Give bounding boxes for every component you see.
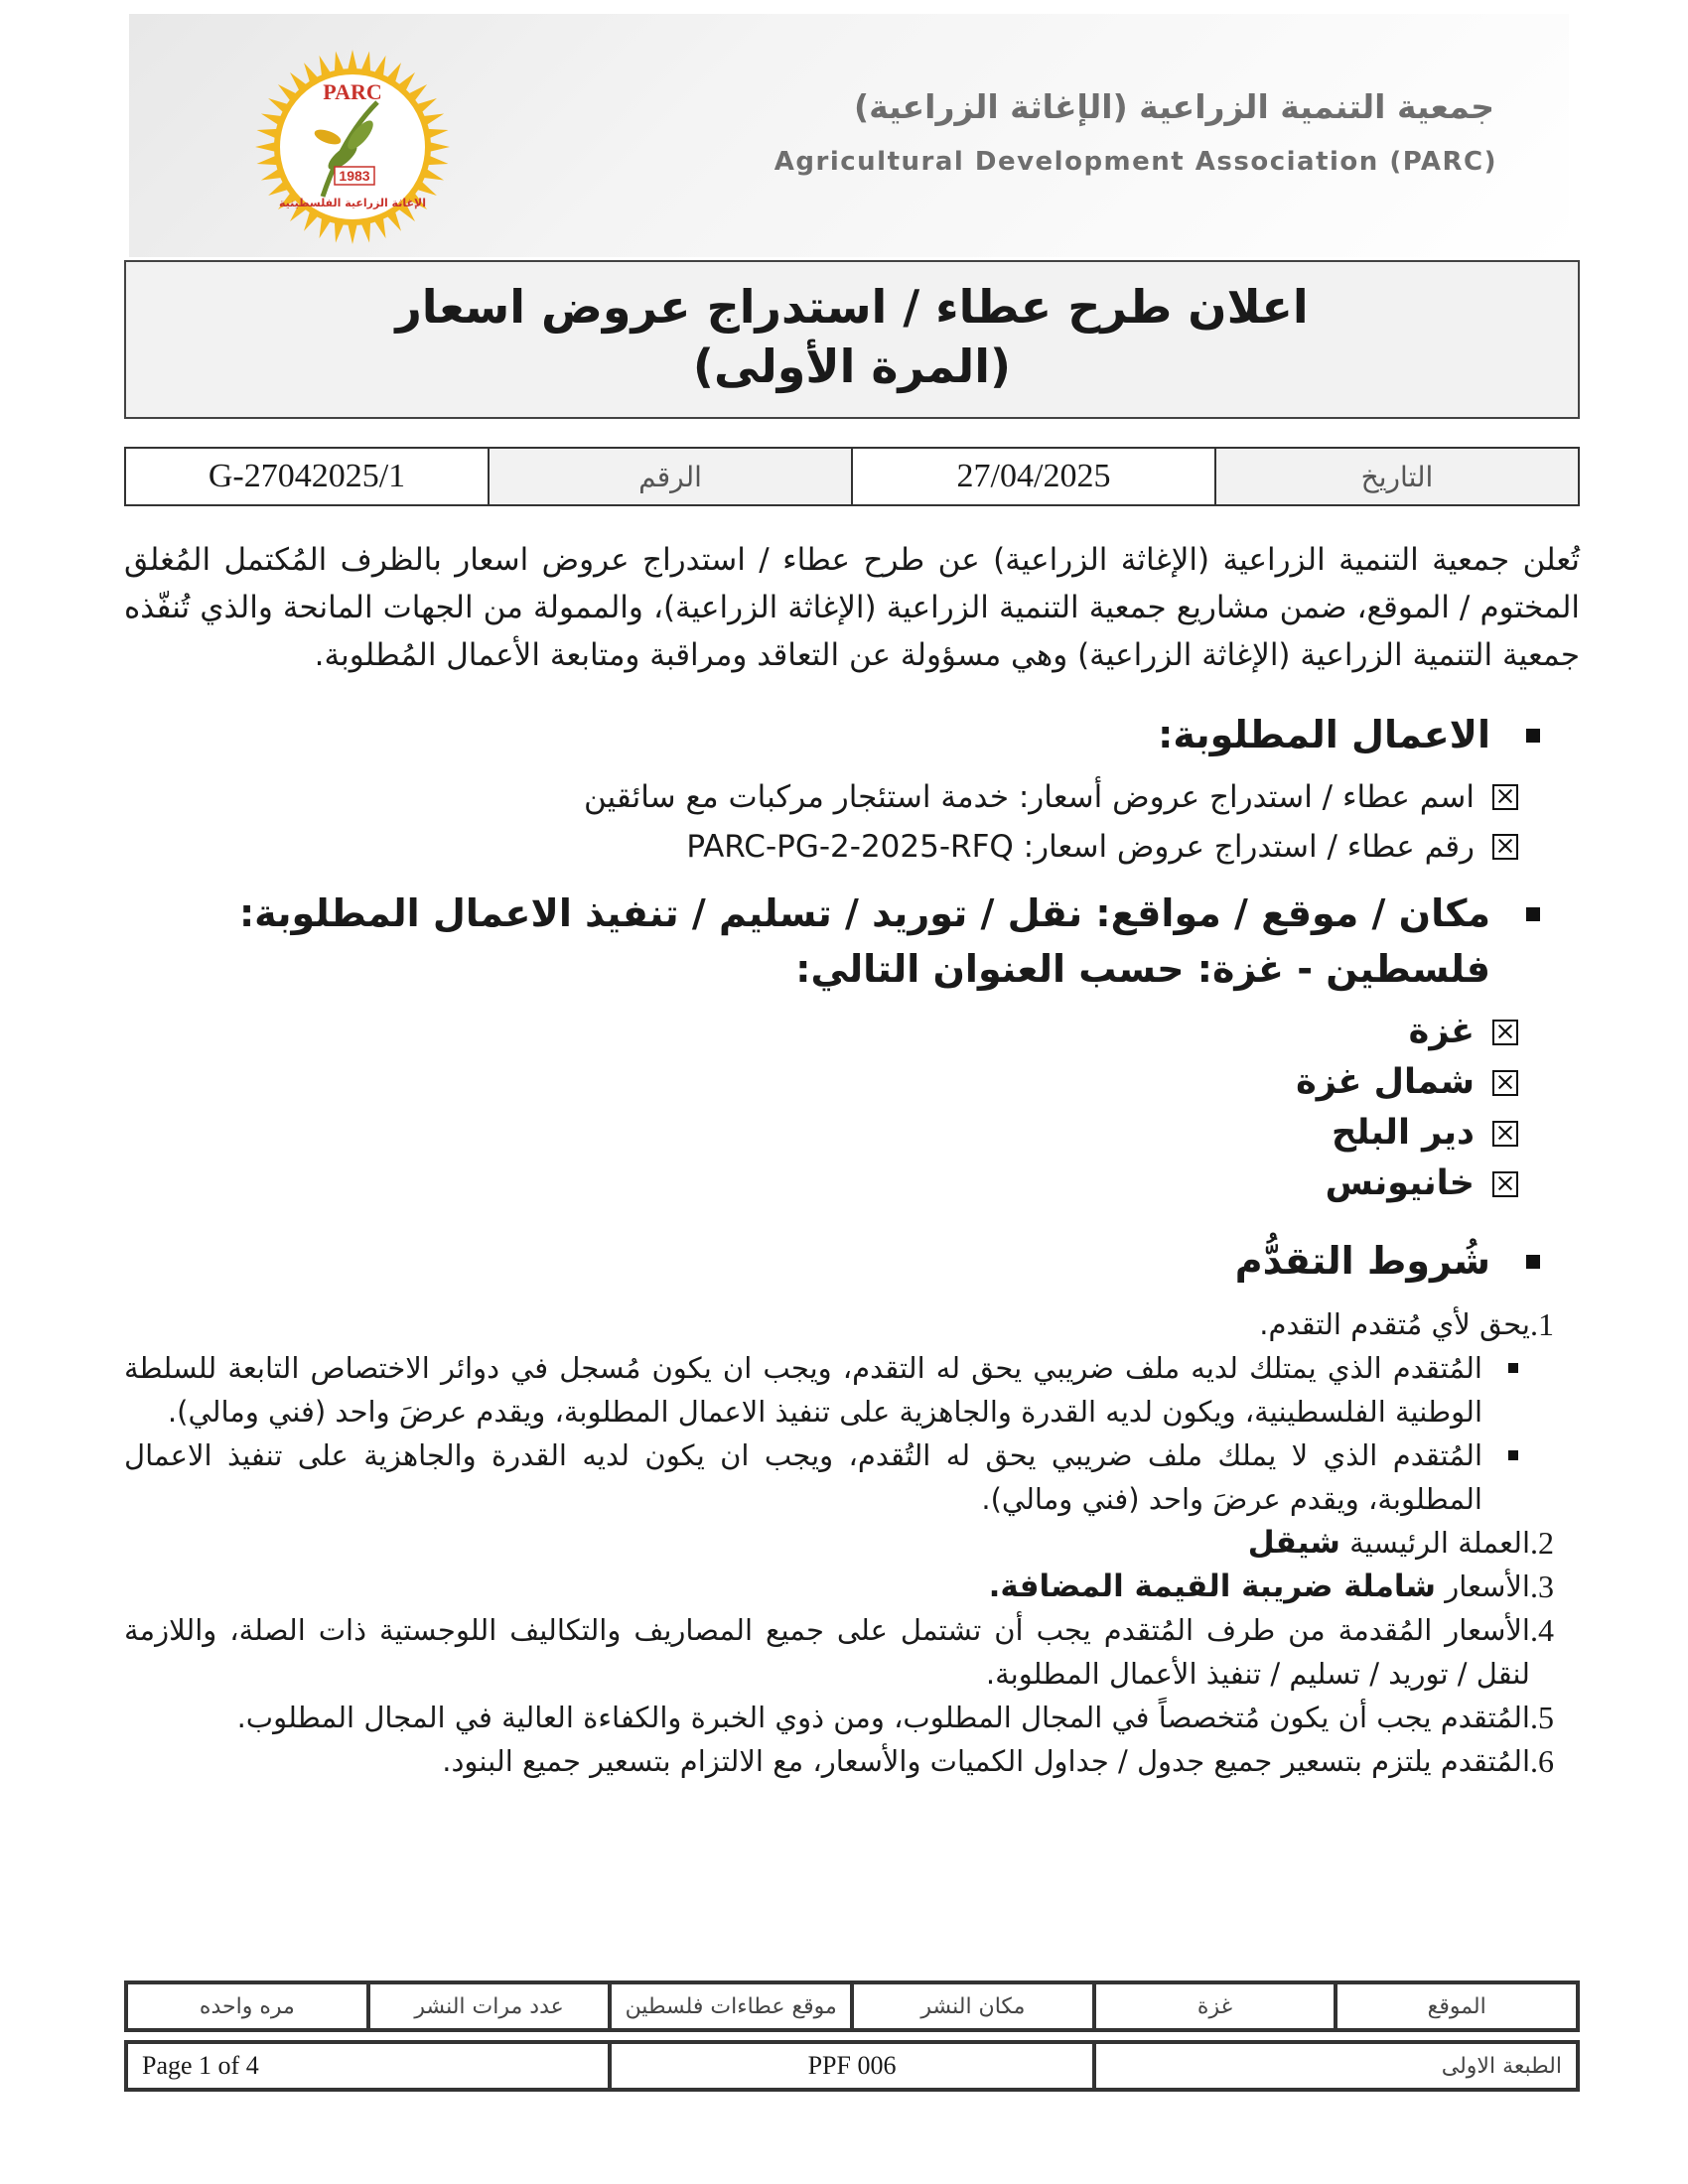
vat-note: شاملة ضريبة القيمة المضافة. — [988, 1569, 1437, 1604]
announcement-title-box — [124, 260, 1580, 419]
sun-ray — [428, 129, 449, 138]
condition-item — [124, 1696, 1580, 1739]
document-body — [124, 536, 1580, 1783]
location-item: خانيونس — [1325, 1163, 1475, 1203]
conditions-heading — [124, 1233, 1540, 1289]
list-item — [124, 822, 1518, 872]
condition-number: 1. — [1530, 1306, 1554, 1342]
date-label: التاريخ — [1215, 448, 1579, 505]
checked-box-icon — [1492, 1020, 1518, 1045]
number-label: الرقم — [489, 448, 852, 505]
location-list — [124, 1007, 1580, 1209]
square-bullet-icon — [1526, 729, 1540, 743]
condition-item — [124, 1565, 1580, 1608]
condition-number: 5. — [1530, 1700, 1554, 1735]
condition-subitem — [124, 1346, 1580, 1433]
square-bullet-icon — [1526, 907, 1540, 921]
currency-value: شيقل — [1247, 1525, 1340, 1561]
form-code: PPF 006 — [610, 2042, 1093, 2090]
form-footer-table — [124, 2040, 1580, 2092]
condition-text: الأسعار — [1445, 1570, 1530, 1603]
conditions-list — [124, 1302, 1580, 1783]
sun-ray — [257, 156, 278, 165]
condition-item — [124, 1521, 1580, 1565]
publish-place-label: مكان النشر — [852, 1982, 1094, 2030]
location-item: غزة — [1408, 1012, 1475, 1051]
checked-box-icon — [1492, 1171, 1518, 1197]
condition-item — [124, 1302, 1580, 1346]
sun-ray — [428, 156, 449, 165]
condition-item — [124, 1739, 1580, 1783]
condition-text: الأسعار المُقدمة من طرف المُتقدم يجب أن تشتمل على جميع المصاريف والتكاليف اللوجستية ذات الصلة، واللازمة لنقل / توريد / تسليم / تنفيذ الأعمال المطلوبة. — [124, 1613, 1530, 1691]
list-item — [124, 772, 1518, 822]
logo-parc-text: PARC — [323, 79, 382, 104]
page-number: Page 1 of 4 — [126, 2042, 610, 2090]
checked-box-icon — [1492, 834, 1518, 860]
location-item: دير البلح — [1332, 1113, 1475, 1153]
condition-item — [124, 1608, 1580, 1696]
logo-ring-text: الإغاثة الزراعية الفلسطينية — [279, 197, 426, 209]
sun-ray — [361, 222, 370, 243]
list-item — [124, 1108, 1518, 1159]
number-value: G-27042025/1 — [125, 448, 489, 505]
condition-text: المُتقدم يجب أن يكون مُتخصصاً في المجال المطلوب، ومن ذوي الخبرة والكفاءة العالية في المجال المطلوب. — [236, 1701, 1530, 1734]
condition-subitem-text: المُتقدم الذي يمتلك لديه ملف ضريبي يحق له التقدم، ويجب ان يكون مُسجل في دوائر الاختصاص التابعة للسلطة الوطنية الفلسطينية، ويكون لديه القدرة والجاهزية على تنفيذ الاعمال المطلوبة، ويقدم عرضَ واحد (فني ومالي). — [124, 1351, 1482, 1429]
site-value: غزة — [1094, 1982, 1336, 2030]
sun-ray — [335, 222, 344, 243]
announcement-title: اعلان طرح عطاء / استدراج عروض اسعار — [395, 280, 1309, 334]
org-name-arabic: جمعية التنمية الزراعية (الإغاثة الزراعية) — [854, 87, 1494, 126]
date-number-table — [124, 447, 1580, 506]
list-item — [124, 1057, 1518, 1108]
checked-box-icon — [1492, 784, 1518, 810]
works-item-name: اسم عطاء / استدراج عروض أسعار: خدمة استئجار مركبات مع سائقين — [583, 779, 1475, 815]
works-heading-text: الاعمال المطلوبة: — [1158, 713, 1490, 756]
condition-subitem — [124, 1433, 1580, 1521]
location-heading — [124, 886, 1540, 997]
sun-ray — [255, 142, 275, 151]
publish-count-value: مره واحده — [126, 1982, 368, 2030]
date-value: 27/04/2025 — [852, 448, 1215, 505]
checked-box-icon — [1492, 1070, 1518, 1096]
square-bullet-icon — [1526, 1255, 1540, 1269]
condition-text: المُتقدم يلتزم بتسعير جميع جدول / جداول الكميات والأسعار، مع الالتزام بتسعير جميع البنود. — [442, 1744, 1530, 1778]
location-item: شمال غزة — [1296, 1062, 1475, 1102]
list-item — [124, 1159, 1518, 1209]
condition-text: يحق لأي مُتقدم التقدم. — [1259, 1307, 1530, 1341]
sun-ray — [257, 129, 278, 138]
publication-info-table — [124, 1980, 1580, 2032]
edition-label: الطبعة الاولى — [1094, 2042, 1578, 2090]
condition-text: العملة الرئيسية — [1349, 1526, 1530, 1560]
small-square-bullet-icon — [1508, 1450, 1518, 1460]
list-item — [124, 1007, 1518, 1057]
sun-ray — [361, 52, 370, 72]
works-list — [124, 772, 1580, 872]
sun-ray — [430, 142, 450, 151]
sun-ray — [348, 224, 356, 244]
condition-number: 2. — [1530, 1525, 1554, 1561]
parc-logo — [204, 48, 511, 246]
condition-number: 4. — [1530, 1612, 1554, 1648]
sun-ray — [335, 52, 344, 72]
small-square-bullet-icon — [1508, 1363, 1518, 1373]
site-label: الموقع — [1336, 1982, 1578, 2030]
intro-paragraph: تُعلن جمعية التنمية الزراعية (الإغاثة الزراعية) عن طرح عطاء / استدراج عروض اسعار بالظرف المُكتمل المُغلق المختوم / الموقع، ضمن مشاريع جمعية التنمية الزراعية (الإغاثة الزراعية)، والممولة من الجهات المانحة والذي تُنفّذه جمعية التنمية الزراعية (الإغاثة الزراعية) وهي مسؤولة عن التعاقد ومراقبة ومتابعة الأعمال المُطلوبة. — [124, 542, 1580, 673]
publish-count-label: عدد مرات النشر — [368, 1982, 611, 2030]
conditions-heading-text: شُروط التقدُّم — [1234, 1239, 1490, 1283]
org-name-english: Agricultural Development Association (PARC) — [774, 147, 1497, 177]
logo-year: 1983 — [339, 168, 370, 184]
condition-number: 6. — [1530, 1743, 1554, 1779]
announcement-subtitle: (المرة الأولى) — [692, 340, 1012, 393]
sun-ray — [348, 50, 356, 69]
checked-box-icon — [1492, 1121, 1518, 1147]
works-item-number: رقم عطاء / استدراج عروض اسعار: PARC-PG-2-2025-RFQ — [686, 829, 1475, 865]
works-heading — [124, 707, 1540, 762]
condition-subitem-text: المُتقدم الذي لا يملك ملف ضريبي يحق له التُقدم، ويجب ان يكون لديه القدرة والجاهزية على تنفيذ الاعمال المطلوبة، ويقدم عرضَ واحد (فني ومالي). — [124, 1438, 1482, 1516]
condition-number: 3. — [1530, 1569, 1554, 1604]
publish-place-value: موقع عطاءات فلسطين — [610, 1982, 852, 2030]
location-heading-text: مكان / موقع / مواقع: نقل / توريد / تسليم / تنفيذ الاعمال المطلوبة: فلسطين - غزة: حسب العنوان التالي: — [238, 891, 1490, 991]
